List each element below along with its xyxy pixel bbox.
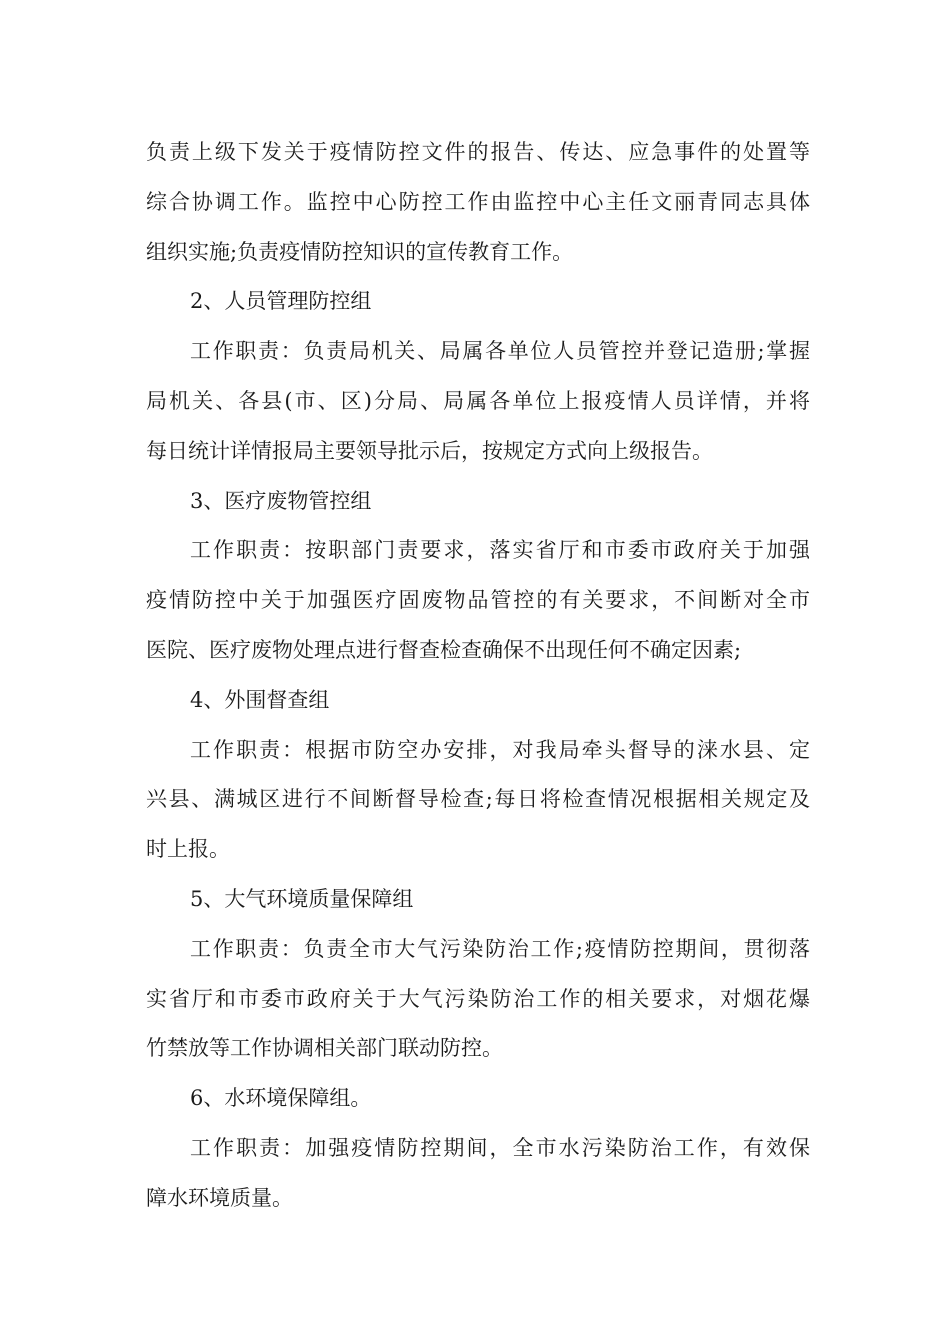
section-heading: 4、外围督查组: [190, 687, 330, 712]
body-line: 组织实施;负责疫情防控知识的宣传教育工作。: [146, 239, 574, 264]
body-line: 竹禁放等工作协调相关部门联动防控。: [146, 1036, 503, 1061]
body-line: 医院、医疗废物处理点进行督查检查确保不出现任何不确定因素;: [146, 637, 742, 662]
body-line: 工作职责：按职部门责要求，落实省厅和市委市政府关于加强: [190, 538, 810, 563]
body-line: 工作职责：加强疫情防控期间，全市水污染防治工作，有效保: [190, 1135, 810, 1160]
body-line: 障水环境质量。: [146, 1185, 293, 1210]
body-line: 每日统计详情报局主要领导批示后，按规定方式向上级报告。: [146, 438, 713, 463]
body-line: 局机关、各县(市、区)分局、局属各单位上报疫情人员详情，并将: [146, 388, 810, 413]
section-heading: 5、大气环境质量保障组: [190, 886, 414, 911]
body-line: 时上报。: [146, 837, 230, 862]
section-heading: 6、水环境保障组。: [190, 1086, 372, 1111]
body-line: 兴县、满城区进行不间断督导检查;每日将检查情况根据相关规定及: [146, 787, 810, 812]
section-heading: 2、人员管理防控组: [190, 289, 372, 314]
section-heading: 3、医疗废物管控组: [190, 488, 372, 513]
document-body: [146, 128, 810, 1224]
body-line: 实省厅和市委市政府关于大气污染防治工作的相关要求，对烟花爆: [146, 986, 810, 1011]
body-line: 工作职责：根据市防空办安排，对我局牵头督导的涞水县、定: [190, 737, 810, 762]
body-line: 负责上级下发关于疫情防控文件的报告、传达、应急事件的处置等: [146, 140, 810, 164]
body-line: 工作职责：负责全市大气污染防治工作;疫情防控期间，贯彻落: [190, 936, 810, 961]
body-line: 疫情防控中关于加强医疗固废物品管控的有关要求，不间断对全市: [146, 588, 810, 613]
body-line: 工作职责：负责局机关、局属各单位人员管控并登记造册;掌握: [190, 339, 810, 364]
body-line: 综合协调工作。监控中心防控工作由监控中心主任文丽青同志具体: [146, 189, 810, 214]
